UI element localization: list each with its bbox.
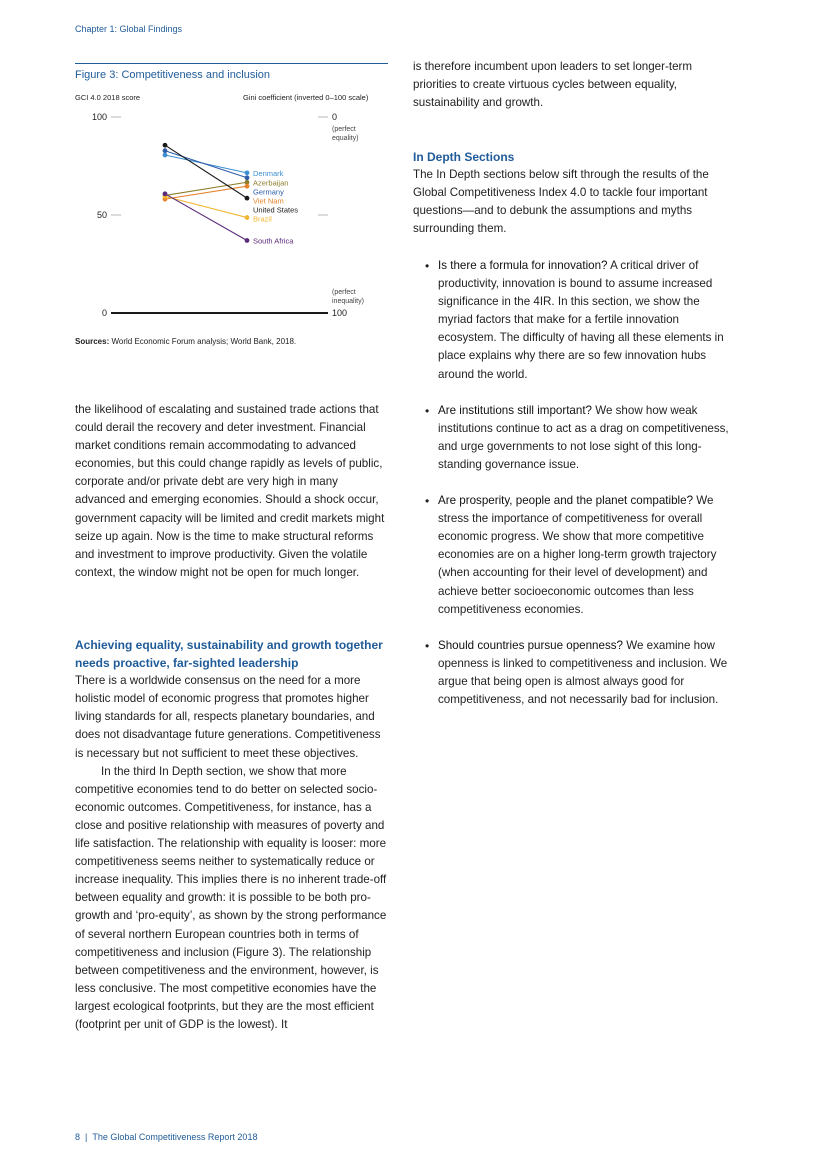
point-right-germany [245,175,250,180]
series-line-azerbaijan [165,182,247,195]
point-right-viet-nam [245,184,250,189]
right-top-note-2: equality) [332,135,359,142]
right-column [413,58,733,112]
series-line-viet-nam [165,186,247,199]
section-heading-equality: Achieving equality, sustainability and growth together needs proactive, far-sighted leadership [75,638,383,671]
sources-label: Sources: [75,337,110,346]
series-label-united-states: United States [253,205,299,215]
bullet-text: We stress the importance of competitiveness for overall economic progress. We show that more competitive economies are on a higher long-term growth trajectory (when accounting for their level of development) and achieve better socioeconomic outcomes than less competitiveness economies. [438,494,717,616]
series-label-viet-nam: Viet Nam [253,196,284,206]
series-label-azerbaijan: Azerbaijan [253,178,289,188]
left-paragraph-2: There is a worldwide consensus on the need for a more holistic model of economic progress that promotes higher living standards for all, respects planetary boundaries, and does not disadvantage future generations. Competitiveness is necessary but not sufficient to meet these objectives. [75,674,381,760]
bullet-question: Is there a formula for innovation? [438,259,608,272]
point-right-denmark [245,170,250,175]
series-line-united-states [165,145,247,198]
bullet-dot: • [425,259,430,273]
series-line-germany [165,151,247,178]
bullet-question: Should countries pursue openness? [438,638,623,652]
right-tick-top: 0 [332,112,338,122]
page-number: 8 [75,1132,81,1142]
left-column-section [75,636,389,1034]
footer-separator: | [85,1132,88,1142]
bullet-item [413,257,733,384]
section-heading-in-depth: In Depth Sections [413,150,515,164]
point-left-united-states [163,143,168,148]
right-top-note-1: (perfect [332,126,356,133]
left-column [75,401,389,582]
point-left-south-africa [163,191,168,196]
bullet-text: A critical driver of productivity, innovation is bound to assume increased significance in the 4IR. In this section, we show the myriad factors that make for a fertile innovation ecosystem. The difficulty of having all these elements in place explains why there are so few innovation hubs around the world. [438,259,724,381]
bullet-list [413,257,733,709]
left-tick-50: 50 [96,210,107,220]
point-right-south-africa [245,238,250,243]
right-tick-bottom: 100 [332,308,348,318]
bullet-item [413,492,733,619]
bullet-dot: • [425,638,430,653]
series-line-south-africa [165,194,247,241]
report-title: The Global Competitiveness Report 2018 [92,1132,258,1142]
left-tick-0: 0 [101,308,107,318]
right-axis [318,112,364,318]
series-label-brazil: Brazil [253,214,272,224]
bullet-item [413,637,733,709]
right-bottom-note-2: inequality) [332,298,364,305]
bullet-question: Are prosperity, people and the planet compatible? [438,494,694,508]
point-left-germany [163,148,168,153]
right-column-section [413,148,733,238]
right-paragraph-2: The In Depth sections below sift through the results of the Global Competitiveness Index 4.0 to tackle four important questions—and to debunk the assumptions and myths surrounding them. [413,168,709,236]
left-tick-100: 100 [91,112,107,122]
slope-chart [75,105,395,325]
series-label-south-africa: South Africa [253,236,294,246]
bullet-question: Are institutions still important? [438,403,593,417]
point-right-united-states [245,196,250,201]
series-line-brazil [165,196,247,217]
series-label-germany: Germany [253,187,284,197]
bullet-item [413,402,733,474]
left-axis-label: GCI 4.0 2018 score [75,93,141,102]
left-paragraph-3: In the third In Depth section, we show that more competitive economies tend to do better on selected socio-economic outcomes. Competitiveness, for instance, has a close and positive relationship with measures of poverty and life satisfaction. The relationship with equality is looser: more competitiveness seems neither to systematically reduce or increase inequality. This implies there is no inherent trade-off between equality and growth: it is possible to be both pro-growth and ‘pro-equity’, as shown by the strong performance of several northern European countries both in terms of competitiveness and inclusion (Figure 3). The relationship between competitiveness and the environment, however, is less conclusive. The most competitive economies have the largest ecological footprints, but they are the most efficient (footprint per unit of GDP is the lowest). It [75,764,387,1031]
figure-sources [75,337,296,346]
bullet-dot: • [425,494,430,509]
right-axis-label: Gini coefficient (inverted 0–100 scale) [243,93,369,102]
figure-title: Figure 3: Competitiveness and inclusion [75,69,271,81]
right-bottom-note-1: (perfect [332,289,356,296]
sources-text: World Economic Forum analysis; World Bank, 2018. [111,337,297,346]
left-axis [92,112,328,318]
in-depth-bullets [413,257,733,727]
page-footer [75,1132,257,1142]
bullet-text: We show how weak institutions continue to act as a drag on competitiveness, and urge governments to not lose sight of this long-standing governance issue. [438,403,729,471]
point-left-denmark [163,153,168,158]
series-label-denmark: Denmark [253,168,284,178]
series-layer [163,143,299,246]
chapter-header: Chapter 1: Global Findings [75,24,183,34]
bullet-dot: • [425,403,430,418]
bullet-text: We examine how openness is linked to competitiveness and inclusion. We argue that being open is almost always good for competitiveness, and not necessarily bad for inclusion. [438,638,728,706]
figure-rule [75,63,388,64]
left-paragraph-1: the likelihood of escalating and sustained trade actions that could derail the recovery and deter investment. Financial market conditions remain accommodating to advanced economies, but this could change rapidly as levels of public, corporate and/or private debt are very high in many advanced and emerging economies. Should a shock occur, government capacity will be limited and credit markets might seize up again. Now is the time to make structural reforms and investment to improve productivity. Given the volatile context, the window might not be open for much longer. [75,403,385,579]
right-paragraph-1: is therefore incumbent upon leaders to set longer-term priorities to create virtuous cycles between equality, sustainability and growth. [413,60,693,110]
point-right-brazil [245,215,250,220]
